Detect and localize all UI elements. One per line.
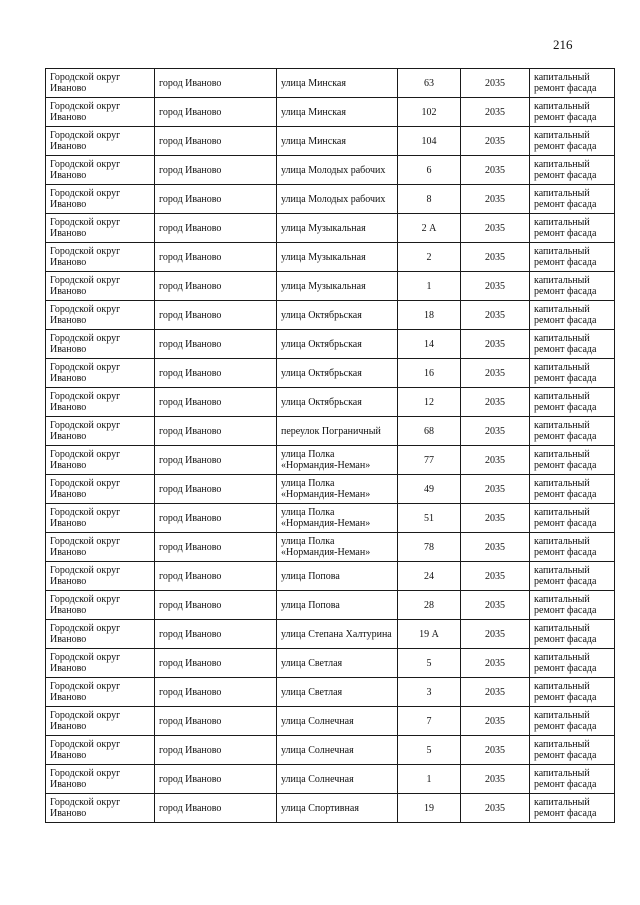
- okrug-cell: Городской округ Иваново: [46, 156, 155, 185]
- work-type-cell: капитальный ремонт фасада: [530, 417, 615, 446]
- street-cell: улица Светлая: [277, 649, 398, 678]
- table-row: [46, 504, 615, 533]
- table-row: [46, 214, 615, 243]
- work-type-cell: капитальный ремонт фасада: [530, 272, 615, 301]
- table-row: [46, 794, 615, 823]
- house-number-cell: 7: [398, 707, 461, 736]
- city-cell: город Иваново: [155, 156, 277, 185]
- work-type-cell: капитальный ремонт фасада: [530, 388, 615, 417]
- okrug-cell: Городской округ Иваново: [46, 272, 155, 301]
- table-row: [46, 707, 615, 736]
- work-type-cell: капитальный ремонт фасада: [530, 620, 615, 649]
- city-cell: город Иваново: [155, 562, 277, 591]
- street-cell: улица Музыкальная: [277, 214, 398, 243]
- table-row: [46, 272, 615, 301]
- house-number-cell: 24: [398, 562, 461, 591]
- city-cell: город Иваново: [155, 620, 277, 649]
- street-cell: улица Октябрьская: [277, 330, 398, 359]
- repair-schedule-table: [45, 68, 615, 823]
- work-type-cell: капитальный ремонт фасада: [530, 765, 615, 794]
- house-number-cell: 3: [398, 678, 461, 707]
- house-number-cell: 77: [398, 446, 461, 475]
- work-type-cell: капитальный ремонт фасада: [530, 301, 615, 330]
- city-cell: город Иваново: [155, 533, 277, 562]
- table-row: [46, 301, 615, 330]
- city-cell: город Иваново: [155, 214, 277, 243]
- okrug-cell: Городской округ Иваново: [46, 591, 155, 620]
- okrug-cell: Городской округ Иваново: [46, 475, 155, 504]
- table-row: [46, 156, 615, 185]
- year-cell: 2035: [461, 562, 530, 591]
- house-number-cell: 2: [398, 243, 461, 272]
- street-cell: улица Молодых рабочих: [277, 156, 398, 185]
- street-cell: улица Полка «Нормандия-Неман»: [277, 504, 398, 533]
- city-cell: город Иваново: [155, 359, 277, 388]
- okrug-cell: Городской округ Иваново: [46, 794, 155, 823]
- table-row: [46, 446, 615, 475]
- okrug-cell: Городской округ Иваново: [46, 504, 155, 533]
- house-number-cell: 5: [398, 736, 461, 765]
- house-number-cell: 63: [398, 69, 461, 98]
- house-number-cell: 1: [398, 765, 461, 794]
- house-number-cell: 78: [398, 533, 461, 562]
- work-type-cell: капитальный ремонт фасада: [530, 794, 615, 823]
- house-number-cell: 104: [398, 127, 461, 156]
- table-row: [46, 736, 615, 765]
- okrug-cell: Городской округ Иваново: [46, 330, 155, 359]
- okrug-cell: Городской округ Иваново: [46, 707, 155, 736]
- city-cell: город Иваново: [155, 272, 277, 301]
- street-cell: улица Полка «Нормандия-Неман»: [277, 475, 398, 504]
- city-cell: город Иваново: [155, 504, 277, 533]
- table-row: [46, 533, 615, 562]
- okrug-cell: Городской округ Иваново: [46, 562, 155, 591]
- city-cell: город Иваново: [155, 301, 277, 330]
- year-cell: 2035: [461, 243, 530, 272]
- street-cell: улица Минская: [277, 69, 398, 98]
- okrug-cell: Городской округ Иваново: [46, 127, 155, 156]
- year-cell: 2035: [461, 359, 530, 388]
- table-row: [46, 185, 615, 214]
- table-row: [46, 359, 615, 388]
- city-cell: город Иваново: [155, 69, 277, 98]
- year-cell: 2035: [461, 330, 530, 359]
- house-number-cell: 12: [398, 388, 461, 417]
- year-cell: 2035: [461, 736, 530, 765]
- okrug-cell: Городской округ Иваново: [46, 243, 155, 272]
- table-row: [46, 620, 615, 649]
- street-cell: улица Полка «Нормандия-Неман»: [277, 446, 398, 475]
- year-cell: 2035: [461, 98, 530, 127]
- house-number-cell: 19 А: [398, 620, 461, 649]
- work-type-cell: капитальный ремонт фасада: [530, 504, 615, 533]
- work-type-cell: капитальный ремонт фасада: [530, 214, 615, 243]
- table-row: [46, 388, 615, 417]
- street-cell: улица Октябрьская: [277, 301, 398, 330]
- okrug-cell: Городской округ Иваново: [46, 620, 155, 649]
- city-cell: город Иваново: [155, 736, 277, 765]
- table-row: [46, 417, 615, 446]
- year-cell: 2035: [461, 156, 530, 185]
- year-cell: 2035: [461, 127, 530, 156]
- year-cell: 2035: [461, 794, 530, 823]
- house-number-cell: 28: [398, 591, 461, 620]
- house-number-cell: 5: [398, 649, 461, 678]
- work-type-cell: капитальный ремонт фасада: [530, 98, 615, 127]
- okrug-cell: Городской округ Иваново: [46, 359, 155, 388]
- year-cell: 2035: [461, 504, 530, 533]
- city-cell: город Иваново: [155, 388, 277, 417]
- year-cell: 2035: [461, 475, 530, 504]
- table-row: [46, 330, 615, 359]
- table-row: [46, 69, 615, 98]
- okrug-cell: Городской округ Иваново: [46, 736, 155, 765]
- city-cell: город Иваново: [155, 475, 277, 504]
- year-cell: 2035: [461, 591, 530, 620]
- street-cell: улица Солнечная: [277, 707, 398, 736]
- house-number-cell: 18: [398, 301, 461, 330]
- okrug-cell: Городской округ Иваново: [46, 185, 155, 214]
- work-type-cell: капитальный ремонт фасада: [530, 359, 615, 388]
- table-row: [46, 127, 615, 156]
- street-cell: улица Солнечная: [277, 765, 398, 794]
- okrug-cell: Городской округ Иваново: [46, 69, 155, 98]
- year-cell: 2035: [461, 649, 530, 678]
- house-number-cell: 1: [398, 272, 461, 301]
- street-cell: улица Молодых рабочих: [277, 185, 398, 214]
- year-cell: 2035: [461, 272, 530, 301]
- okrug-cell: Городской округ Иваново: [46, 301, 155, 330]
- table-row: [46, 591, 615, 620]
- house-number-cell: 6: [398, 156, 461, 185]
- work-type-cell: капитальный ремонт фасада: [530, 562, 615, 591]
- city-cell: город Иваново: [155, 591, 277, 620]
- city-cell: город Иваново: [155, 678, 277, 707]
- work-type-cell: капитальный ремонт фасада: [530, 736, 615, 765]
- house-number-cell: 16: [398, 359, 461, 388]
- work-type-cell: капитальный ремонт фасада: [530, 330, 615, 359]
- city-cell: город Иваново: [155, 417, 277, 446]
- city-cell: город Иваново: [155, 185, 277, 214]
- street-cell: улица Минская: [277, 127, 398, 156]
- year-cell: 2035: [461, 185, 530, 214]
- street-cell: улица Музыкальная: [277, 272, 398, 301]
- city-cell: город Иваново: [155, 98, 277, 127]
- okrug-cell: Городской округ Иваново: [46, 678, 155, 707]
- work-type-cell: капитальный ремонт фасада: [530, 69, 615, 98]
- okrug-cell: Городской округ Иваново: [46, 765, 155, 794]
- year-cell: 2035: [461, 417, 530, 446]
- house-number-cell: 19: [398, 794, 461, 823]
- street-cell: улица Попова: [277, 562, 398, 591]
- work-type-cell: капитальный ремонт фасада: [530, 591, 615, 620]
- year-cell: 2035: [461, 69, 530, 98]
- street-cell: улица Полка «Нормандия-Неман»: [277, 533, 398, 562]
- house-number-cell: 8: [398, 185, 461, 214]
- work-type-cell: капитальный ремонт фасада: [530, 243, 615, 272]
- city-cell: город Иваново: [155, 446, 277, 475]
- street-cell: улица Солнечная: [277, 736, 398, 765]
- year-cell: 2035: [461, 388, 530, 417]
- table-row: [46, 649, 615, 678]
- table-row: [46, 98, 615, 127]
- work-type-cell: капитальный ремонт фасада: [530, 707, 615, 736]
- street-cell: улица Октябрьская: [277, 359, 398, 388]
- house-number-cell: 14: [398, 330, 461, 359]
- okrug-cell: Городской округ Иваново: [46, 388, 155, 417]
- year-cell: 2035: [461, 301, 530, 330]
- year-cell: 2035: [461, 707, 530, 736]
- year-cell: 2035: [461, 533, 530, 562]
- table-row: [46, 678, 615, 707]
- year-cell: 2035: [461, 620, 530, 649]
- street-cell: переулок Пограничный: [277, 417, 398, 446]
- year-cell: 2035: [461, 765, 530, 794]
- city-cell: город Иваново: [155, 243, 277, 272]
- work-type-cell: капитальный ремонт фасада: [530, 127, 615, 156]
- work-type-cell: капитальный ремонт фасада: [530, 475, 615, 504]
- city-cell: город Иваново: [155, 765, 277, 794]
- work-type-cell: капитальный ремонт фасада: [530, 649, 615, 678]
- street-cell: улица Октябрьская: [277, 388, 398, 417]
- okrug-cell: Городской округ Иваново: [46, 446, 155, 475]
- okrug-cell: Городской округ Иваново: [46, 214, 155, 243]
- table-row: [46, 765, 615, 794]
- okrug-cell: Городской округ Иваново: [46, 98, 155, 127]
- city-cell: город Иваново: [155, 649, 277, 678]
- year-cell: 2035: [461, 214, 530, 243]
- page-number: 216: [553, 37, 573, 52]
- table-body: [46, 69, 615, 823]
- okrug-cell: Городской округ Иваново: [46, 649, 155, 678]
- work-type-cell: капитальный ремонт фасада: [530, 156, 615, 185]
- okrug-cell: Городской округ Иваново: [46, 417, 155, 446]
- city-cell: город Иваново: [155, 707, 277, 736]
- year-cell: 2035: [461, 678, 530, 707]
- street-cell: улица Степана Халтурина: [277, 620, 398, 649]
- house-number-cell: 51: [398, 504, 461, 533]
- year-cell: 2035: [461, 446, 530, 475]
- work-type-cell: капитальный ремонт фасада: [530, 533, 615, 562]
- street-cell: улица Музыкальная: [277, 243, 398, 272]
- house-number-cell: 102: [398, 98, 461, 127]
- work-type-cell: капитальный ремонт фасада: [530, 678, 615, 707]
- street-cell: улица Светлая: [277, 678, 398, 707]
- city-cell: город Иваново: [155, 127, 277, 156]
- work-type-cell: капитальный ремонт фасада: [530, 446, 615, 475]
- work-type-cell: капитальный ремонт фасада: [530, 185, 615, 214]
- table-row: [46, 243, 615, 272]
- street-cell: улица Попова: [277, 591, 398, 620]
- street-cell: улица Минская: [277, 98, 398, 127]
- table-row: [46, 475, 615, 504]
- city-cell: город Иваново: [155, 794, 277, 823]
- house-number-cell: 68: [398, 417, 461, 446]
- table-row: [46, 562, 615, 591]
- city-cell: город Иваново: [155, 330, 277, 359]
- house-number-cell: 2 А: [398, 214, 461, 243]
- street-cell: улица Спортивная: [277, 794, 398, 823]
- okrug-cell: Городской округ Иваново: [46, 533, 155, 562]
- house-number-cell: 49: [398, 475, 461, 504]
